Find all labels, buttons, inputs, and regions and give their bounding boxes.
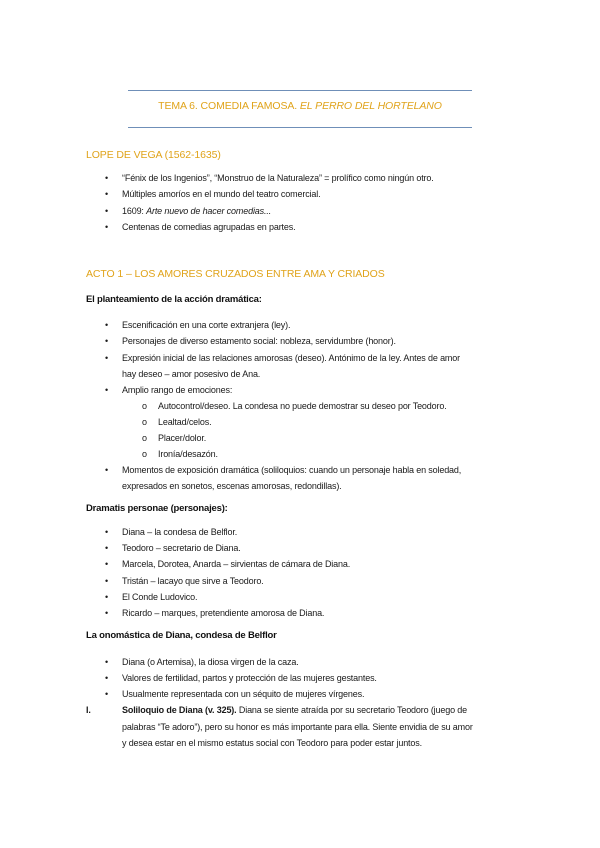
subheading-onomastica: La onomástica de Diana, condesa de Belflor [86, 630, 277, 641]
bullet-glyph: • [105, 222, 109, 232]
document-title [0, 100, 600, 112]
list-item: • “Fénix de los Ingenios”, “Monstruo de la Naturaleza” = prolífico como ningún otro. [122, 170, 522, 186]
list-item: • El Conde Ludovico. [122, 589, 522, 605]
soliloquio-lead: Soliloquio de Diana (v. 325). [122, 705, 237, 715]
list-item: • Marcela, Dorotea, Anarda – sirvientas de cámara de Diana. [122, 556, 522, 572]
list-item: • Valores de fertilidad, partos y protección de las mujeres gestantes. [122, 670, 522, 686]
section-heading-lope: LOPE DE VEGA (1562-1635) [86, 149, 221, 161]
list-item: • Múltiples amoríos en el mundo del teatro comercial. [122, 186, 522, 202]
list-item: • Ricardo – marques, pretendiente amorosa de Diana. [122, 605, 522, 621]
sub-bullet-glyph: o [142, 401, 147, 411]
soliloquio-paragraph: Soliloquio de Diana (v. 325). Diana se siente atraída por su secretario Teodoro (juego de palabras “Te adoro”), pero su honor es más importante para ella. Siente envidia de su amor y desea estar en el mismo estatus social con Teodoro para poder estar juntos. [122, 705, 473, 748]
list-item: • Centenas de comedias agrupadas en partes. [122, 219, 522, 235]
sub-bullet-glyph: o [142, 433, 147, 443]
bullet-glyph: • [105, 336, 109, 346]
sub-bullet-glyph: o [142, 449, 147, 459]
title-italic: EL PERRO DEL HORTELANO [299, 100, 442, 112]
bullet-glyph: • [105, 689, 109, 699]
bullet-glyph: • [105, 559, 109, 569]
roman-numeral: I. [86, 705, 91, 715]
bullet-glyph: • [105, 206, 109, 216]
list-item: • 1609: Arte nuevo de hacer comedias... [122, 203, 522, 219]
title-rule-top [128, 90, 472, 91]
bullet-glyph: • [105, 353, 109, 363]
bullet-glyph: • [105, 320, 109, 330]
list-item: • Escenificación en una corte extranjera (ley). [122, 317, 522, 333]
list-item: • Expresión inicial de las relaciones amorosas (deseo). Antónimo de la ley. Antes de amor [122, 350, 522, 366]
bullet-glyph: • [105, 543, 109, 553]
list-item-continuation: expresados en sonetos, escenas amorosas, redondillas). [122, 481, 342, 491]
list-item: o Autocontrol/deseo. La condesa no puede demostrar su deseo por Teodoro. [158, 398, 558, 414]
bullet-glyph: • [105, 527, 109, 537]
list-item: • Usualmente representada con un séquito de mujeres vírgenes. [122, 686, 522, 702]
subheading-planteamiento: El planteamiento de la acción dramática: [86, 294, 262, 305]
bullet-glyph: • [105, 385, 109, 395]
list-item: • Tristán – lacayo que sirve a Teodoro. [122, 573, 522, 589]
section-heading-acto1: ACTO 1 – LOS AMORES CRUZADOS ENTRE AMA Y CRIADOS [86, 268, 385, 280]
bullet-glyph: • [105, 576, 109, 586]
title-rule-bottom [128, 127, 472, 128]
bullet-glyph: • [105, 189, 109, 199]
bullet-glyph: • [105, 173, 109, 183]
bullet-glyph: • [105, 465, 109, 475]
list-item-continuation: hay deseo – amor posesivo de Ana. [122, 369, 261, 379]
list-item: • Momentos de exposición dramática (soliloquios: cuando un personaje habla en soledad, [122, 462, 522, 478]
bullet-glyph: • [105, 592, 109, 602]
bullet-glyph: • [105, 673, 109, 683]
list-item: • Diana (o Artemisa), la diosa virgen de la caza. [122, 654, 522, 670]
subheading-dramatis: Dramatis personae (personajes): [86, 503, 228, 514]
list-item: • Amplio rango de emociones: [122, 382, 522, 398]
list-item: • Teodoro – secretario de Diana. [122, 540, 522, 556]
bullet-glyph: • [105, 608, 109, 618]
list-item: o Lealtad/celos. [158, 414, 558, 430]
list-item: o Placer/dolor. [158, 430, 558, 446]
title-plain: TEMA 6. COMEDIA FAMOSA. [158, 100, 300, 112]
sub-bullet-glyph: o [142, 417, 147, 427]
list-item: • Personajes de diverso estamento social: nobleza, servidumbre (honor). [122, 333, 522, 349]
list-item: o Ironía/desazón. [158, 446, 558, 462]
bullet-glyph: • [105, 657, 109, 667]
list-item: • Diana – la condesa de Belflor. [122, 524, 522, 540]
